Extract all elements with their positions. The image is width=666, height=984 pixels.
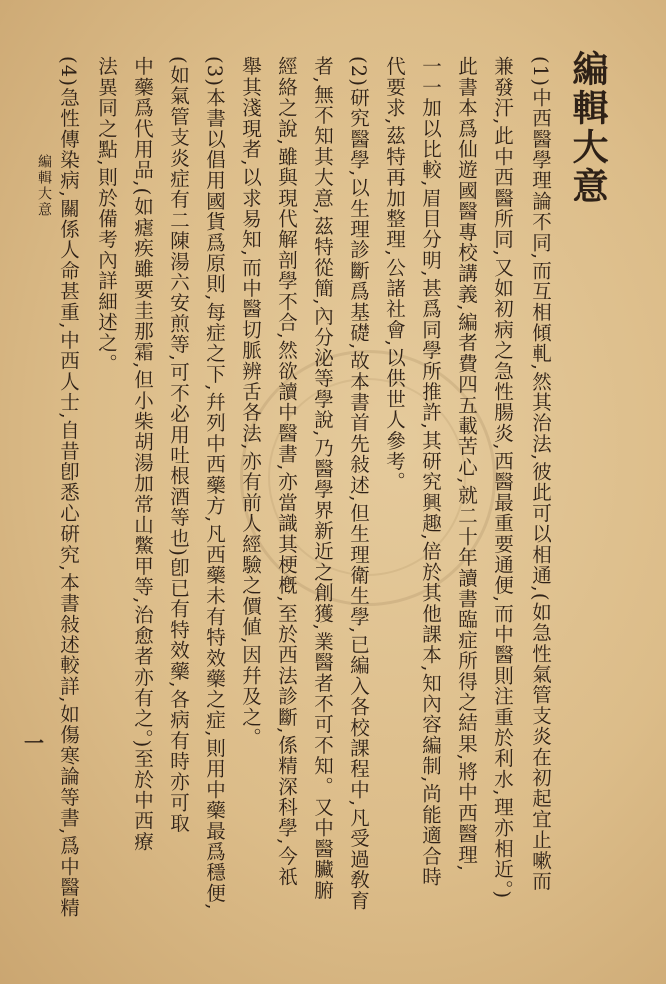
text-column-3: 此書本爲仙遊國醫專校講義,編者費四五載苦心,就二十年讀書臨症所得之結果,將中西醫理, bbox=[455, 56, 478, 873]
text-column-12: 中藥爲代用品,(如瘧疾雖要圭那霜,但小柴胡湯加常山鱉甲等,治愈者亦有之。)至於中西療 bbox=[131, 56, 154, 852]
running-head: 編輯大意 bbox=[36, 154, 52, 218]
page-title: 編輯大意 bbox=[567, 50, 609, 206]
text-column-1: (1)中西醫學理論不同,而互相傾軋,然其治法,彼此可以相通,(如急性氣管支炎在初起宜止嗽而 bbox=[529, 56, 552, 892]
text-column-10: (3)本書以倡用國貨爲原則,每症之下,幷列中西藥方,凡西藥未有特效藥之症,則用中藥最爲穩便, bbox=[203, 56, 226, 911]
text-column-11: (如氣管支炎症有二陳湯六安煎等,可不必用吐根酒等也)卽已有特效藥,各病有時亦可取 bbox=[167, 56, 190, 834]
text-column-4: 一一加以比較,眉目分明,甚爲同學所推許,其研究興趣,倍於其他課本,知內容編制,尚能適合時 bbox=[419, 56, 442, 887]
text-column-6: (2)研究醫學,以生理診斷爲基礎,故本書首先敍述,但生理衛生學,已編入各校課程中,凡受過敎育 bbox=[347, 56, 370, 911]
text-column-13: 法異同之點,則於備考內詳細述之。 bbox=[95, 56, 118, 374]
text-column-8: 經絡之說,雖與現代解剖學不合,然欲讀中醫書,亦當識其梗槪,至於西法診斷,係精深科學,今祇 bbox=[275, 56, 298, 887]
text-column-14: (4)急性傳染病,關係人命甚重,中西人士,自昔卽悉心硏究,本書敍述較詳,如傷寒論等書,爲中醫精 bbox=[57, 56, 80, 919]
text-column-7: 者,無不知其大意,茲特從簡,內分泌等學說,乃醫學界新近之創獲,業醫者不可不知。又中醫臟腑 bbox=[311, 56, 334, 901]
text-column-2: 兼發汗,此中西醫所同,又如初病之急性腸炎,西醫最重要通便,而中醫則注重於利水,理亦相近。) bbox=[491, 56, 514, 900]
page-number: 一 bbox=[24, 731, 44, 755]
text-column-5: 代要求,茲特再加整理,公諸社會,以供世人參考。 bbox=[383, 56, 406, 493]
text-column-9: 舉其淺現者,以求易知,而中醫切脈辨舌各法,亦有前人經驗之價値,因幷及之。 bbox=[239, 56, 262, 748]
